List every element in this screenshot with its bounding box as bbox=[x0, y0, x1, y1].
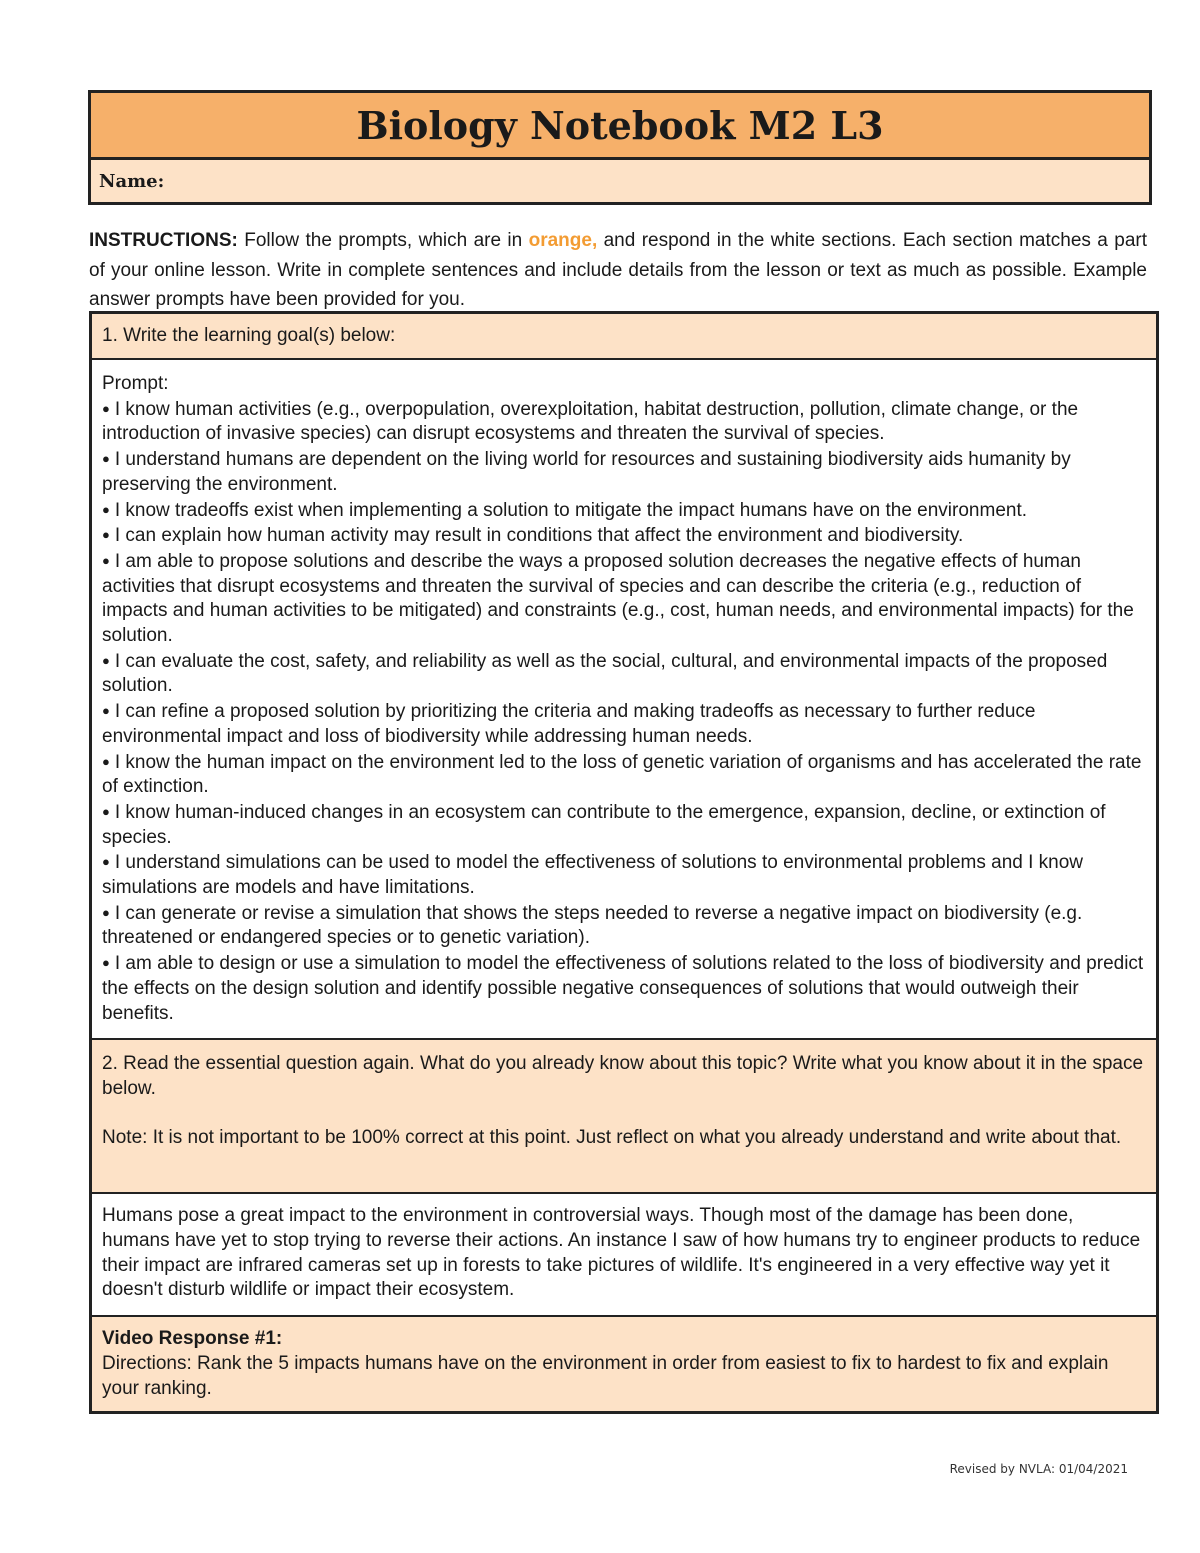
learning-goal-item bbox=[102, 750, 1146, 800]
learning-goal-item bbox=[102, 523, 1146, 549]
bullet-icon: ● bbox=[102, 703, 110, 719]
instructions bbox=[89, 226, 1147, 315]
video-response-directions: Directions: Rank the 5 impacts humans have on the environment in order from easiest to fix to hardest to fix and explain your ranking. bbox=[102, 1352, 1109, 1399]
revision-footer: Revised by NVLA: 01/04/2021 bbox=[949, 1462, 1128, 1476]
learning-goal-item bbox=[102, 951, 1146, 1026]
section2-response: Humans pose a great impact to the environment in controversial ways. Though most of the damage has been done, humans have yet to stop trying to reverse their actions. An instance I saw of how humans try to engineer products to reduce their impact are infrared cameras set up in forests to take pictures of wildlife. It's engineered in a very effective way yet it doesn't disturb wildlife or impact their ecosystem. bbox=[102, 1205, 1141, 1301]
learning-goal-text: I can explain how human activity may result in conditions that affect the environment and biodiversity. bbox=[114, 525, 964, 547]
learning-goal-text: I understand humans are dependent on the living world for resources and sustaining biodiversity aids humanity by preserving the environment. bbox=[102, 449, 1071, 495]
learning-goal-item bbox=[102, 447, 1146, 497]
learning-goal-item bbox=[102, 800, 1146, 850]
learning-goal-text: I am able to design or use a simulation to model the effectiveness of solutions related to the loss of biodiversity and predict the effects on the design solution and identify possible negative consequences of solutions that would outweigh their benefits. bbox=[102, 953, 1144, 1024]
learning-goal-text: I know human activities (e.g., overpopulation, overexploitation, habitat destruction, pollution, climate change, or the introduction of invasive species) can disrupt ecosystems and threaten the survival of species. bbox=[102, 398, 1079, 445]
learning-goal-text: I am able to propose solutions and describe the ways a proposed solution decreases the negative effects of human activities that disrupt ecosystems and threaten the survival of species and can describe the criteria (e.g., reduction of impacts and human activities to be mitigated) and constraints (e.g., cost, human needs, and environmental impacts) for the solution. bbox=[102, 550, 1134, 647]
worksheet-table bbox=[89, 311, 1159, 1414]
learning-goal-item bbox=[102, 850, 1146, 900]
bullet-icon: ● bbox=[102, 652, 110, 668]
section2-prompt-cell bbox=[92, 1040, 1156, 1194]
spacer bbox=[102, 1102, 1146, 1127]
bullet-icon: ● bbox=[102, 501, 110, 517]
instructions-text-before: Follow the prompts, which are in bbox=[237, 230, 529, 251]
section2-prompt: 2. Read the essential question again. What do you already know about this topic? Write what you know about it in the space below. bbox=[102, 1053, 1144, 1099]
bullet-icon: ● bbox=[102, 451, 110, 467]
learning-goal-item bbox=[102, 699, 1146, 749]
learning-goal-text: I can generate or revise a simulation that shows the steps needed to reverse a negative impact on biodiversity (e.g. threatened or endangered species or to genetic variation). bbox=[102, 902, 1083, 949]
bullet-icon: ● bbox=[102, 527, 110, 543]
learning-goal-text: I understand simulations can be used to model the effectiveness of solutions to environmental problems and I know simulations are models and have limitations. bbox=[102, 852, 1084, 899]
video-response-heading: Video Response #1: bbox=[102, 1328, 283, 1350]
page-title: Biology Notebook M2 L3 bbox=[356, 102, 884, 148]
learning-goal-text: I can evaluate the cost, safety, and reliability as well as the social, cultural, and environmental impacts of the proposed solution. bbox=[102, 650, 1108, 697]
video-response-cell bbox=[92, 1317, 1156, 1411]
learning-goal-item bbox=[102, 901, 1146, 951]
learning-goal-item bbox=[102, 549, 1146, 649]
section2-note: Note: It is not important to be 100% correct at this point. Just reflect on what you already understand and write about that. bbox=[102, 1127, 1122, 1149]
learning-goal-text: I know the human impact on the environment led to the loss of genetic variation of organisms and has accelerated the rate of extinction. bbox=[102, 751, 1142, 798]
bullet-icon: ● bbox=[102, 552, 110, 568]
bullet-icon: ● bbox=[102, 400, 110, 416]
instructions-label: INSTRUCTIONS: bbox=[89, 230, 238, 251]
learning-goal-text: I can refine a proposed solution by prioritizing the criteria and making tradeoffs as necessary to further reduce environmental impact and loss of biodiversity while addressing human needs. bbox=[102, 701, 1036, 747]
header-box bbox=[88, 90, 1152, 205]
section1-prompt: 1. Write the learning goal(s) below: bbox=[102, 324, 396, 346]
learning-goals-list bbox=[102, 397, 1146, 1027]
section2-response-cell[interactable] bbox=[92, 1194, 1156, 1317]
instructions-highlight: orange, bbox=[528, 230, 598, 251]
name-label: Name: bbox=[99, 170, 165, 192]
learning-goal-text: I know human-induced changes in an ecosystem can contribute to the emergence, expansion, decline, or extinction of species. bbox=[102, 801, 1106, 848]
section1-response-heading: Prompt: bbox=[102, 373, 169, 394]
learning-goal-item bbox=[102, 649, 1146, 699]
instructions-text-after: and respond in the white sections. Each section matches a part of your online lesson. Write in complete sentences and include details from the lesson or text as much as possible. Example answer prompts have been provided for you. bbox=[89, 230, 1147, 310]
learning-goal-item bbox=[102, 498, 1146, 524]
bullet-icon: ● bbox=[102, 955, 110, 971]
bullet-icon: ● bbox=[102, 753, 110, 769]
bullet-icon: ● bbox=[102, 803, 110, 819]
section1-prompt-cell bbox=[92, 314, 1156, 360]
learning-goal-item bbox=[102, 397, 1146, 447]
bullet-icon: ● bbox=[102, 854, 110, 870]
name-field[interactable] bbox=[91, 160, 1149, 202]
section1-response-cell[interactable] bbox=[92, 360, 1156, 1040]
learning-goal-text: I know tradeoffs exist when implementing a solution to mitigate the impact humans have on the environment. bbox=[114, 499, 1028, 521]
title-row bbox=[91, 93, 1149, 160]
bullet-icon: ● bbox=[102, 904, 110, 920]
